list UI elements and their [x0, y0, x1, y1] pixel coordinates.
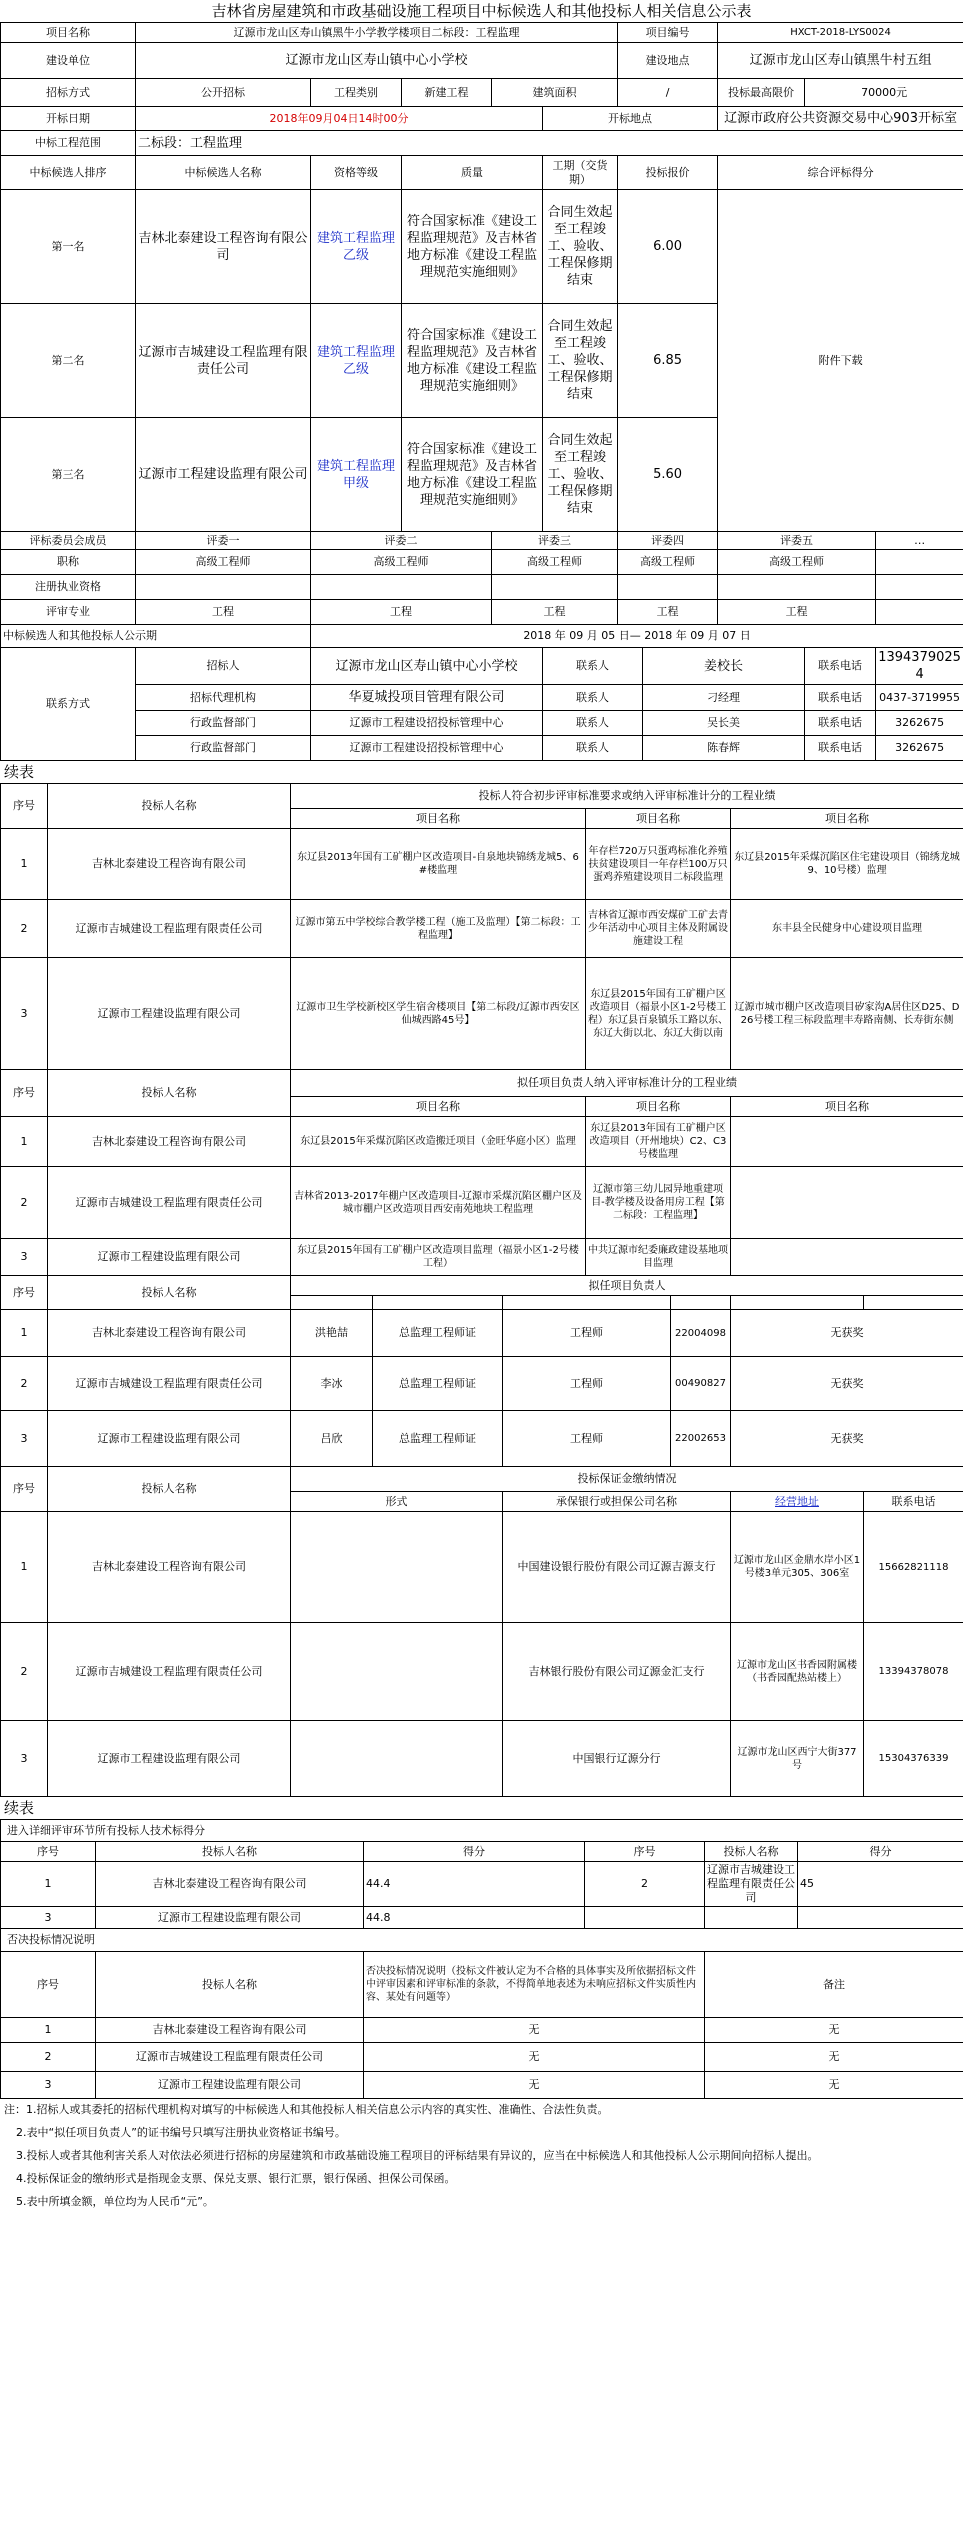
reject-desc: 无 — [364, 2043, 705, 2072]
lead-row — [1, 1117, 963, 1167]
person-cert-no: 00490827 — [671, 1357, 731, 1411]
member-title: 高级工程师 — [311, 550, 492, 575]
note-item: 注：1.招标人或其委托的招标代理机构对填写的中标候选人和其他投标人相关信息公示内容的真实性、准确性、合法性负责。 — [4, 2103, 609, 2116]
contact-person: 陈春辉 — [643, 736, 805, 761]
cert-label: 注册执业资格 — [1, 575, 136, 600]
candidate-row — [1, 190, 963, 304]
cand-h-score: 综合评标得分 — [718, 156, 963, 190]
perf-h-bidder: 投标人名称 — [48, 784, 291, 829]
cand-h-quality: 质量 — [402, 156, 543, 190]
lead-project — [731, 1167, 963, 1239]
reject-note: 无 — [705, 2072, 963, 2099]
lead-project: 东辽县2015年采煤沉陷区改造搬迁项目（金旺华庭小区）监理 — [291, 1117, 586, 1167]
member-title: 高级工程师 — [136, 550, 311, 575]
main-info-table — [0, 22, 963, 761]
bond-bank: 中国建设银行股份有限公司辽源吉源支行 — [503, 1512, 731, 1623]
cand-period: 合同生效起至工程竣工、验收、工程保修期结束 — [543, 304, 618, 418]
cand-grade: 建筑工程监理乙级 — [311, 304, 402, 418]
contact-phone: 3262675 — [876, 736, 963, 761]
perf-project: 东辽县2015年国有工矿棚户区改造项目（福景小区1-2号楼工程）东辽县百泉镇乐工路以东、东辽大街以北、东辽大街以南 — [586, 958, 731, 1070]
score-h-score2: 得分 — [798, 1842, 963, 1862]
scope-label: 中标工程范围 — [1, 131, 136, 156]
score-h-score: 得分 — [364, 1842, 585, 1862]
score-seq — [585, 1907, 705, 1929]
lead-h-seq: 序号 — [1, 1070, 48, 1117]
method-label: 招标方式 — [1, 79, 136, 107]
contact-phone-label: 联系电话 — [805, 648, 876, 685]
score-bidder — [705, 1907, 798, 1929]
cand-h-name: 中标候选人名称 — [136, 156, 311, 190]
person-title-value: 工程师 — [503, 1357, 671, 1411]
empty-cell — [731, 1296, 864, 1310]
bond-row — [1, 1721, 963, 1797]
lead-h-p2: 项目名称 — [586, 1097, 731, 1117]
member-4: 评委四 — [618, 532, 718, 550]
score-value — [798, 1907, 963, 1929]
contact-org: 辽源市工程建设招投标管理中心 — [311, 711, 543, 736]
cand-name: 辽源市吉城建设工程监理有限责任公司 — [136, 304, 311, 418]
score-value: 44.8 — [364, 1907, 585, 1929]
bond-address: 辽源市龙山区书香园附属楼（书香园配热站楼上） — [731, 1623, 864, 1721]
person-bidder: 辽源市吉城建设工程监理有限责任公司 — [48, 1357, 291, 1411]
cand-price: 6.00 — [618, 190, 718, 304]
performance-table — [0, 783, 963, 1797]
contact-phone-label: 联系电话 — [805, 711, 876, 736]
lead-project: 中共辽源市纪委廉政建设基地项目监理 — [586, 1239, 731, 1276]
person-award: 无获奖 — [731, 1411, 963, 1467]
person-cert: 总监理工程师证 — [373, 1411, 503, 1467]
publicity-period: 2018 年 09 月 05 日— 2018 年 09 月 07 日 — [311, 625, 963, 648]
bond-h-seq: 序号 — [1, 1467, 48, 1512]
member-1: 评委一 — [136, 532, 311, 550]
max-price-label: 投标最高限价 — [718, 79, 805, 107]
cand-quality: 符合国家标准《建设工程监理规范》及吉林省地方标准《建设工程监理规范实施细则》 — [402, 304, 543, 418]
note-item: 4.投标保证金的缴纳形式是指现金支票、保兑支票、银行汇票，银行保函、担保公司保函。 — [16, 2172, 456, 2185]
person-title: 拟任项目负责人 — [291, 1276, 963, 1296]
perf-h-p3: 项目名称 — [731, 809, 963, 829]
score-h-seq: 序号 — [1, 1842, 96, 1862]
note-item: 2.表中“拟任项目负责人”的证书编号只填写注册执业资格证书编号。 — [16, 2126, 346, 2139]
perf-bidder: 辽源市吉城建设工程监理有限责任公司 — [48, 900, 291, 958]
open-place: 辽源市政府公共资源交易中心903开标室 — [718, 107, 963, 131]
major-label: 评审专业 — [1, 600, 136, 625]
reject-h-bidder: 投标人名称 — [96, 1952, 364, 2018]
perf-row — [1, 958, 963, 1070]
member-major: 工程 — [136, 600, 311, 625]
person-award: 无获奖 — [731, 1357, 963, 1411]
cand-h-period: 工期（交货期） — [543, 156, 618, 190]
perf-row — [1, 900, 963, 958]
cand-price: 6.85 — [618, 304, 718, 418]
contact-role: 行政监督部门 — [136, 736, 311, 761]
method: 公开招标 — [136, 79, 311, 107]
score-bidder: 辽源市工程建设监理有限公司 — [96, 1907, 364, 1929]
contact-phone: 0437-3719955 — [876, 685, 963, 711]
contact-role: 招标代理机构 — [136, 685, 311, 711]
person-name: 吕欣 — [291, 1411, 373, 1467]
empty-cell — [136, 575, 311, 600]
empty-cell — [671, 1296, 731, 1310]
reject-note: 无 — [705, 2018, 963, 2043]
person-row — [1, 1357, 963, 1411]
person-title-value: 工程师 — [503, 1411, 671, 1467]
cand-h-rank: 中标候选人排序 — [1, 156, 136, 190]
cont1-title: 续表 — [4, 763, 35, 781]
cand-period: 合同生效起至工程竣工、验收、工程保修期结束 — [543, 418, 618, 532]
contact-person: 吴长美 — [643, 711, 805, 736]
reject-h-note: 备注 — [705, 1952, 963, 2018]
empty-cell — [864, 1296, 963, 1310]
contact-phone: 13943790254 — [876, 648, 963, 685]
bond-bidder: 辽源市吉城建设工程监理有限责任公司 — [48, 1623, 291, 1721]
perf-project: 辽源市城市棚户区改造项目矽家沟A居住区D25、D26号楼工程三标段监理丰寿路南侧、长寿街东侧 — [731, 958, 963, 1070]
score-attachment-link[interactable]: 附件下载 — [718, 190, 963, 532]
lead-project: 辽源市第三幼儿园异地重建项目-教学楼及设备用房工程【第二标段：工程监理】 — [586, 1167, 731, 1239]
lead-bidder: 吉林北泰建设工程咨询有限公司 — [48, 1117, 291, 1167]
reject-desc: 无 — [364, 2072, 705, 2099]
contact-person-label: 联系人 — [543, 736, 643, 761]
publicity-label: 中标候选人和其他投标人公示期 — [1, 625, 311, 648]
perf-project: 东辽县2015年采煤沉陷区住宅建设项目（锦绣龙城9、10号楼）监理 — [731, 829, 963, 900]
reject-row — [1, 2018, 963, 2043]
cand-name: 吉林北泰建设工程咨询有限公司 — [136, 190, 311, 304]
score-h-seq2: 序号 — [585, 1842, 705, 1862]
person-seq: 1 — [1, 1310, 48, 1357]
cand-period: 合同生效起至工程竣工、验收、工程保修期结束 — [543, 190, 618, 304]
perf-h-seq: 序号 — [1, 784, 48, 829]
contact-org: 华夏城投项目管理有限公司 — [311, 685, 543, 711]
perf-project: 辽源市第五中学校综合教学楼工程（施工及监理）【第二标段：工程监理】 — [291, 900, 586, 958]
score-table — [0, 1819, 963, 2099]
person-h-seq: 序号 — [1, 1276, 48, 1310]
cand-h-price: 投标报价 — [618, 156, 718, 190]
area-label: 建筑面积 — [492, 79, 618, 107]
person-cert: 总监理工程师证 — [373, 1310, 503, 1357]
project-no: HXCT-2018-LYS0024 — [718, 23, 963, 43]
cand-quality: 符合国家标准《建设工程监理规范》及吉林省地方标准《建设工程监理规范实施细则》 — [402, 190, 543, 304]
person-title-value: 工程师 — [503, 1310, 671, 1357]
contact-person-label: 联系人 — [543, 648, 643, 685]
category: 新建工程 — [402, 79, 492, 107]
bond-h-form: 形式 — [291, 1492, 503, 1512]
bond-address: 辽源市龙山区金鼎水岸小区1号楼3单元305、306室 — [731, 1512, 864, 1623]
cand-rank: 第一名 — [1, 190, 136, 304]
lead-row — [1, 1167, 963, 1239]
bond-form — [291, 1623, 503, 1721]
contact-role: 招标人 — [136, 648, 311, 685]
reject-h-seq: 序号 — [1, 1952, 96, 2018]
contact-row — [1, 736, 963, 761]
notes-label: 注： — [4, 2103, 26, 2116]
reject-h-desc: 否决投标情况说明（投标文件被认定为不合格的具体事实及所依据招标文件中评审因素和评审标准的条款，不得简单地表述为未响应招标文件实质性内容、某处有问题等） — [364, 1952, 705, 2018]
builder-label: 建设单位 — [1, 43, 136, 79]
reject-note: 无 — [705, 2043, 963, 2072]
score-bidder: 吉林北泰建设工程咨询有限公司 — [96, 1862, 364, 1907]
site: 辽源市龙山区寿山镇黑牛村五组 — [718, 43, 963, 79]
contact-person-label: 联系人 — [543, 711, 643, 736]
member-title: 高级工程师 — [718, 550, 876, 575]
member-3: 评委三 — [492, 532, 618, 550]
member-major: 工程 — [311, 600, 492, 625]
cand-grade: 建筑工程监理乙级 — [311, 190, 402, 304]
score-h-bidder2: 投标人名称 — [705, 1842, 798, 1862]
lead-h-p3: 项目名称 — [731, 1097, 963, 1117]
project-no-label: 项目编号 — [618, 23, 718, 43]
lead-project: 东辽县2013年国有工矿棚户区改造项目（开州地块）C2、C3号楼监理 — [586, 1117, 731, 1167]
cand-quality: 符合国家标准《建设工程监理规范》及吉林省地方标准《建设工程监理规范实施细则》 — [402, 418, 543, 532]
contact-row — [1, 711, 963, 736]
person-award: 无获奖 — [731, 1310, 963, 1357]
score-value: 44.4 — [364, 1862, 585, 1907]
person-seq: 2 — [1, 1357, 48, 1411]
contact-person-label: 联系人 — [543, 685, 643, 711]
score-bidder: 辽源市吉城建设工程监理有限责任公司 — [705, 1862, 798, 1907]
reject-bidder: 辽源市吉城建设工程监理有限责任公司 — [96, 2043, 364, 2072]
site-label: 建设地点 — [618, 43, 718, 79]
cand-h-grade: 资格等级 — [311, 156, 402, 190]
score-row — [1, 1907, 963, 1929]
reject-bidder: 吉林北泰建设工程咨询有限公司 — [96, 2018, 364, 2043]
empty-cell — [876, 600, 963, 625]
contact-row — [1, 648, 963, 685]
open-date: 2018年09月04日14时00分 — [136, 107, 543, 131]
person-h-bidder: 投标人名称 — [48, 1276, 291, 1310]
perf-bidder: 辽源市工程建设监理有限公司 — [48, 958, 291, 1070]
empty-cell — [718, 575, 876, 600]
scope: 二标段：工程监理 — [136, 131, 963, 156]
lead-seq: 2 — [1, 1167, 48, 1239]
lead-row — [1, 1239, 963, 1276]
category-label: 工程类别 — [311, 79, 402, 107]
bond-bidder: 吉林北泰建设工程咨询有限公司 — [48, 1512, 291, 1623]
project-name-label: 项目名称 — [1, 23, 136, 43]
empty-cell — [291, 1296, 373, 1310]
cont2-title: 续表 — [4, 1799, 35, 1817]
contact-phone-label: 联系电话 — [805, 736, 876, 761]
lead-project: 东辽县2015年国有工矿棚户区改造项目监理（福景小区1-2号楼工程） — [291, 1239, 586, 1276]
contact-phone: 3262675 — [876, 711, 963, 736]
empty-cell — [311, 575, 492, 600]
reject-seq: 3 — [1, 2072, 96, 2099]
tech-title: 进入详细评审环节所有投标人技术标得分 — [1, 1820, 963, 1842]
bond-bidder: 辽源市工程建设监理有限公司 — [48, 1721, 291, 1797]
cand-name: 辽源市工程建设监理有限公司 — [136, 418, 311, 532]
bond-seq: 1 — [1, 1512, 48, 1623]
person-name: 洪艳喆 — [291, 1310, 373, 1357]
member-2: 评委二 — [311, 532, 492, 550]
lead-seq: 1 — [1, 1117, 48, 1167]
notes — [0, 2099, 963, 2209]
perf-project: 年存栏720万只蛋鸡标准化养殖扶贫建设项目一年存栏100万只蛋鸡养殖建设项目二标段监理 — [586, 829, 731, 900]
score-seq: 3 — [1, 1907, 96, 1929]
bond-phone: 13394378078 — [864, 1623, 963, 1721]
cand-price: 5.60 — [618, 418, 718, 532]
contact-role: 行政监督部门 — [136, 711, 311, 736]
perf-title: 投标人符合初步评审标准要求或纳入评审标准计分的工程业绩 — [291, 784, 963, 809]
contact-person: 姜校长 — [643, 648, 805, 685]
title-label: 职称 — [1, 550, 136, 575]
bond-bank: 中国银行辽源分行 — [503, 1721, 731, 1797]
bond-form — [291, 1512, 503, 1623]
person-bidder: 辽源市工程建设监理有限公司 — [48, 1411, 291, 1467]
contacts-label: 联系方式 — [1, 648, 136, 761]
cand-grade: 建筑工程监理甲级 — [311, 418, 402, 532]
note-item: 3.投标人或者其他利害关系人对依法必须进行招标的房屋建筑和市政基础设施工程项目的评标结果有异议的，应当在中标候选人和其他投标人公示期间向招标人提出。 — [16, 2149, 819, 2162]
max-price: 70000元 — [805, 79, 963, 107]
lead-bidder: 辽源市吉城建设工程监理有限责任公司 — [48, 1167, 291, 1239]
empty-cell — [618, 575, 718, 600]
members-label: 评标委员会成员 — [1, 532, 136, 550]
bond-h-bidder: 投标人名称 — [48, 1467, 291, 1512]
bond-address: 辽源市龙山区西宁大街377号 — [731, 1721, 864, 1797]
contact-row — [1, 685, 963, 711]
bond-row — [1, 1512, 963, 1623]
contact-person: 刁经理 — [643, 685, 805, 711]
perf-project: 吉林省辽源市西安煤矿工矿去青少年活动中心项目主体及附属设施建设工程 — [586, 900, 731, 958]
reject-desc: 无 — [364, 2018, 705, 2043]
bond-phone: 15304376339 — [864, 1721, 963, 1797]
open-place-label: 开标地点 — [543, 107, 718, 131]
lead-h-bidder: 投标人名称 — [48, 1070, 291, 1117]
perf-seq: 2 — [1, 900, 48, 958]
reject-seq: 2 — [1, 2043, 96, 2072]
perf-h-p1: 项目名称 — [291, 809, 586, 829]
empty-cell — [373, 1296, 503, 1310]
empty-cell — [492, 575, 618, 600]
lead-bidder: 辽源市工程建设监理有限公司 — [48, 1239, 291, 1276]
bond-seq: 2 — [1, 1623, 48, 1721]
reject-bidder: 辽源市工程建设监理有限公司 — [96, 2072, 364, 2099]
perf-project: 辽源市卫生学校新校区学生宿舍楼项目【第二标段/辽源市西安区仙城西路45号】 — [291, 958, 586, 1070]
person-seq: 3 — [1, 1411, 48, 1467]
bond-bank: 吉林银行股份有限公司辽源金汇支行 — [503, 1623, 731, 1721]
person-cert-no: 22002653 — [671, 1411, 731, 1467]
member-title: 高级工程师 — [618, 550, 718, 575]
empty-cell — [503, 1296, 671, 1310]
reject-row — [1, 2043, 963, 2072]
score-row — [1, 1862, 963, 1907]
person-cert-no: 22004098 — [671, 1310, 731, 1357]
member-more: … — [876, 532, 963, 550]
person-name: 李冰 — [291, 1357, 373, 1411]
contact-org: 辽源市龙山区寿山镇中心小学校 — [311, 648, 543, 685]
perf-project: 东辽县2013年国有工矿棚户区改造项目-自泉地块锦绣龙城5、6#楼监理 — [291, 829, 586, 900]
lead-h-p1: 项目名称 — [291, 1097, 586, 1117]
contact-org: 辽源市工程建设招投标管理中心 — [311, 736, 543, 761]
person-row — [1, 1310, 963, 1357]
member-title-more — [876, 550, 963, 575]
cand-rank: 第二名 — [1, 304, 136, 418]
area: / — [618, 79, 718, 107]
bond-h-phone: 联系电话 — [864, 1492, 963, 1512]
person-bidder: 吉林北泰建设工程咨询有限公司 — [48, 1310, 291, 1357]
perf-seq: 1 — [1, 829, 48, 900]
contact-phone-label: 联系电话 — [805, 685, 876, 711]
bond-title: 投标保证金缴纳情况 — [291, 1467, 963, 1492]
perf-seq: 3 — [1, 958, 48, 1070]
member-major: 工程 — [492, 600, 618, 625]
perf-h-p2: 项目名称 — [586, 809, 731, 829]
member-title: 高级工程师 — [492, 550, 618, 575]
perf-bidder: 吉林北泰建设工程咨询有限公司 — [48, 829, 291, 900]
lead-title: 拟任项目负责人纳入评审标准计分的工程业绩 — [291, 1070, 963, 1097]
cand-rank: 第三名 — [1, 418, 136, 532]
member-5: 评委五 — [718, 532, 876, 550]
bond-h-address: 经营地址 — [731, 1492, 864, 1512]
page-title: 吉林省房屋建筑和市政基础设施工程项目中标候选人和其他投标人相关信息公示表 — [211, 2, 752, 20]
empty-cell — [876, 575, 963, 600]
lead-project — [731, 1117, 963, 1167]
score-value: 45 — [798, 1862, 963, 1907]
lead-project — [731, 1239, 963, 1276]
person-row — [1, 1411, 963, 1467]
lead-seq: 3 — [1, 1239, 48, 1276]
score-seq: 2 — [585, 1862, 705, 1907]
person-cert: 总监理工程师证 — [373, 1357, 503, 1411]
open-date-label: 开标日期 — [1, 107, 136, 131]
bond-form — [291, 1721, 503, 1797]
score-h-bidder: 投标人名称 — [96, 1842, 364, 1862]
perf-project: 东丰县全民健身中心建设项目监理 — [731, 900, 963, 958]
bond-seq: 3 — [1, 1721, 48, 1797]
project-name: 辽源市龙山区寿山镇黑牛小学教学楼项目二标段：工程监理 — [136, 23, 618, 43]
lead-project: 吉林省2013-2017年棚户区改造项目-辽源市采煤沉陷区棚户区及城市棚户区改造项目西安南苑地块工程监理 — [291, 1167, 586, 1239]
member-major: 工程 — [718, 600, 876, 625]
reject-title: 否决投标情况说明 — [1, 1929, 963, 1952]
member-major: 工程 — [618, 600, 718, 625]
bond-h-bank: 承保银行或担保公司名称 — [503, 1492, 731, 1512]
builder: 辽源市龙山区寿山镇中心小学校 — [136, 43, 618, 79]
score-seq: 1 — [1, 1862, 96, 1907]
bond-phone: 15662821118 — [864, 1512, 963, 1623]
note-item: 5.表中所填金额，单位均为人民币“元”。 — [16, 2195, 214, 2208]
perf-row — [1, 829, 963, 900]
reject-row — [1, 2072, 963, 2099]
reject-seq: 1 — [1, 2018, 96, 2043]
bond-row — [1, 1623, 963, 1721]
